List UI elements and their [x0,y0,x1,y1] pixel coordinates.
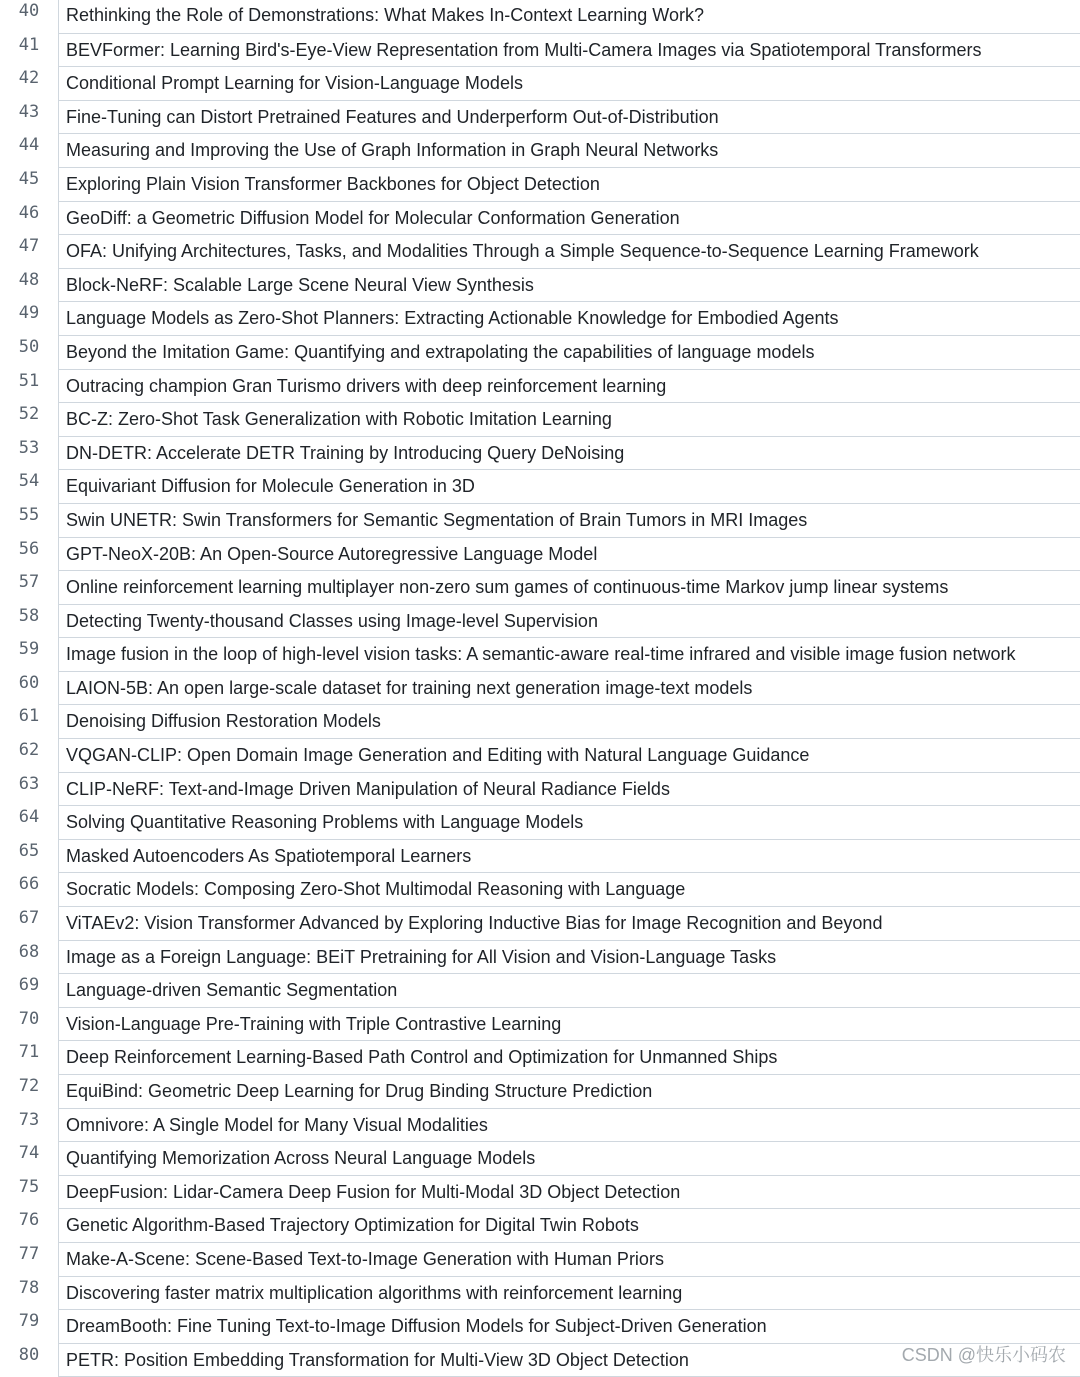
row-number: 68 [18,941,40,962]
row-number: 49 [18,303,40,324]
paper-title: EquiBind: Geometric Deep Learning for Drug Binding Structure Prediction [58,1075,1080,1109]
paper-title: Language Models as Zero-Shot Planners: Extracting Actionable Knowledge for Embodied Agents [58,302,1080,336]
row-number: 60 [18,672,40,693]
row-number: 41 [18,34,40,55]
paper-title: Omnivore: A Single Model for Many Visual Modalities [58,1109,1080,1143]
watermark: CSDN @快乐小码农 [901,1345,1066,1365]
paper-title: Image fusion in the loop of high-level vision tasks: A semantic-aware real-time infrared and visible image fusion network [58,638,1080,672]
paper-title: CLIP-NeRF: Text-and-Image Driven Manipulation of Neural Radiance Fields [58,773,1080,807]
table-row [0,168,1080,202]
paper-title: Online reinforcement learning multiplayer non-zero sum games of continuous-time Markov jump linear systems [58,571,1080,605]
paper-title: Image as a Foreign Language: BEiT Pretraining for All Vision and Vision-Language Tasks [58,941,1080,975]
row-number: 77 [18,1243,40,1264]
table-row [0,1209,1080,1243]
table-row [0,470,1080,504]
paper-title: Language-driven Semantic Segmentation [58,974,1080,1008]
table-row [0,1277,1080,1311]
paper-title: Equivariant Diffusion for Molecule Generation in 3D [58,470,1080,504]
row-number: 44 [18,135,40,156]
paper-title: Quantifying Memorization Across Neural Language Models [58,1142,1080,1176]
row-number: 55 [18,504,40,525]
row-number: 57 [18,572,40,593]
table-row [0,538,1080,572]
paper-title: DN-DETR: Accelerate DETR Training by Introducing Query DeNoising [58,437,1080,471]
table-row [0,1109,1080,1143]
table-row [0,638,1080,672]
paper-title: Fine-Tuning can Distort Pretrained Features and Underperform Out-of-Distribution [58,101,1080,135]
paper-title: Socratic Models: Composing Zero-Shot Multimodal Reasoning with Language [58,873,1080,907]
table-row [0,974,1080,1008]
paper-title: GeoDiff: a Geometric Diffusion Model for Molecular Conformation Generation [58,202,1080,236]
row-number: 51 [18,370,40,391]
row-number: 74 [18,1143,40,1164]
paper-title: Conditional Prompt Learning for Vision-Language Models [58,67,1080,101]
row-number: 52 [18,404,40,425]
table-row [0,269,1080,303]
table-row [0,1310,1080,1344]
table-row [0,705,1080,739]
row-number: 69 [18,975,40,996]
table-row [0,840,1080,874]
row-number: 45 [18,168,40,189]
paper-title: Deep Reinforcement Learning-Based Path Control and Optimization for Unmanned Ships [58,1041,1080,1075]
row-number: 54 [18,471,40,492]
table-row [0,773,1080,807]
table-row [0,504,1080,538]
table-row [0,67,1080,101]
row-number: 59 [18,639,40,660]
row-number: 46 [18,202,40,223]
row-number: 43 [18,101,40,122]
table-row [0,101,1080,135]
row-number: 53 [18,437,40,458]
table-row [0,941,1080,975]
row-number: 79 [18,1311,40,1332]
paper-title: DreamBooth: Fine Tuning Text-to-Image Diffusion Models for Subject-Driven Generation [58,1310,1080,1344]
paper-title: BC-Z: Zero-Shot Task Generalization with Robotic Imitation Learning [58,403,1080,437]
paper-title: PETR: Position Embedding Transformation for Multi-View 3D Object Detection [58,1344,1080,1377]
row-number: 73 [18,1109,40,1130]
table-row [0,1142,1080,1176]
table-row [0,0,1080,34]
row-number: 72 [18,1076,40,1096]
row-number: 47 [18,236,40,257]
paper-title: Vision-Language Pre-Training with Triple Contrastive Learning [58,1008,1080,1042]
row-number: 65 [18,840,40,861]
table-row [0,437,1080,471]
paper-title: Masked Autoencoders As Spatiotemporal Learners [58,840,1080,874]
table-row [0,370,1080,404]
row-number: 40 [18,1,40,21]
paper-title: Genetic Algorithm-Based Trajectory Optimization for Digital Twin Robots [58,1209,1080,1243]
table-row [0,806,1080,840]
paper-title: OFA: Unifying Architectures, Tasks, and Modalities Through a Simple Sequence-to-Sequence Learning Framework [58,235,1080,269]
paper-title: Rethinking the Role of Demonstrations: What Makes In-Context Learning Work? [58,0,1080,34]
table-row [0,605,1080,639]
row-number: 71 [18,1042,40,1063]
table-row [0,235,1080,269]
table-row [0,571,1080,605]
row-number: 78 [18,1277,40,1298]
paper-title: GPT-NeoX-20B: An Open-Source Autoregressive Language Model [58,538,1080,572]
row-number: 76 [18,1210,40,1231]
row-number: 63 [18,773,40,794]
table-row [0,873,1080,907]
paper-title: Swin UNETR: Swin Transformers for Semantic Segmentation of Brain Tumors in MRI Images [58,504,1080,538]
row-number: 75 [18,1176,40,1197]
table-row [0,34,1080,68]
row-number: 62 [18,740,40,761]
table-row [0,302,1080,336]
paper-title: Detecting Twenty-thousand Classes using Image-level Supervision [58,605,1080,639]
paper-title: Beyond the Imitation Game: Quantifying and extrapolating the capabilities of language models [58,336,1080,370]
table-row [0,907,1080,941]
table-row [0,672,1080,706]
table-row [0,739,1080,773]
row-number: 64 [18,807,40,828]
table-row [0,1243,1080,1277]
table-row [0,336,1080,370]
paper-title: DeepFusion: Lidar-Camera Deep Fusion for Multi-Modal 3D Object Detection [58,1176,1080,1210]
row-number: 66 [18,874,40,895]
table-row [0,1041,1080,1075]
table-row [0,134,1080,168]
paper-title: Outracing champion Gran Turismo drivers with deep reinforcement learning [58,370,1080,404]
paper-title: Discovering faster matrix multiplication algorithms with reinforcement learning [58,1277,1080,1311]
row-number: 56 [18,538,40,559]
row-number: 80 [18,1344,40,1365]
table-row [0,1008,1080,1042]
paper-title: VQGAN-CLIP: Open Domain Image Generation and Editing with Natural Language Guidance [58,739,1080,773]
row-number: 67 [18,908,40,929]
paper-title: Solving Quantitative Reasoning Problems with Language Models [58,806,1080,840]
table-row [0,1176,1080,1210]
row-number: 70 [18,1008,40,1029]
paper-title: Exploring Plain Vision Transformer Backbones for Object Detection [58,168,1080,202]
paper-title: Block-NeRF: Scalable Large Scene Neural View Synthesis [58,269,1080,303]
paper-title: LAION-5B: An open large-scale dataset for training next generation image-text models [58,672,1080,706]
row-number: 61 [18,706,40,727]
paper-title: ViTAEv2: Vision Transformer Advanced by Exploring Inductive Bias for Image Recognition and Beyond [58,907,1080,941]
row-number: 48 [18,269,40,290]
table-row [0,1075,1080,1109]
row-number: 42 [18,68,40,89]
paper-title: BEVFormer: Learning Bird's-Eye-View Representation from Multi-Camera Images via Spatiotemporal Transformers [58,34,1080,68]
table-row [0,202,1080,236]
paper-title: Measuring and Improving the Use of Graph Information in Graph Neural Networks [58,134,1080,168]
paper-title: Make-A-Scene: Scene-Based Text-to-Image Generation with Human Priors [58,1243,1080,1277]
row-number: 50 [18,336,40,357]
row-number: 58 [18,605,40,626]
table-row [0,403,1080,437]
paper-title: Denoising Diffusion Restoration Models [58,705,1080,739]
